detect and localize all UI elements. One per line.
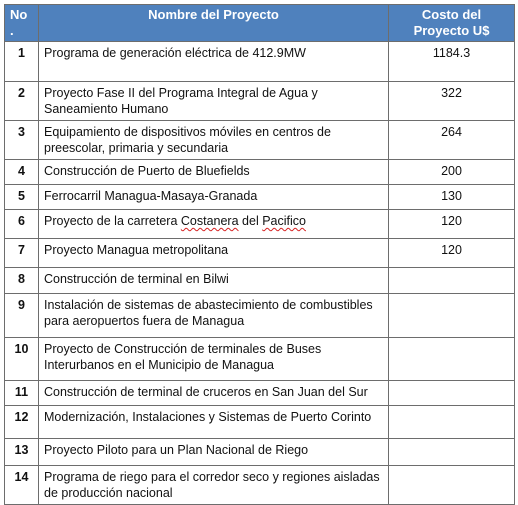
- table-row: [5, 42, 515, 82]
- project-cost: [389, 294, 515, 338]
- project-cost: [389, 338, 515, 381]
- project-name: Proyecto Fase II del Programa Integral de Agua y Saneamiento Humano: [39, 82, 389, 121]
- table-row: [5, 268, 515, 294]
- project-name: Programa de generación eléctrica de 412.9MW: [39, 42, 389, 82]
- table-row: [5, 239, 515, 268]
- spellcheck-flagged-word: Costanera: [180, 214, 239, 228]
- project-cost: [389, 406, 515, 439]
- row-number: 7: [5, 239, 39, 268]
- table-row: [5, 121, 515, 160]
- row-number: 2: [5, 82, 39, 121]
- table-row: [5, 82, 515, 121]
- project-cost: [389, 381, 515, 406]
- project-name: Proyecto Piloto para un Plan Nacional de Riego: [39, 439, 389, 466]
- project-cost: 264: [389, 121, 515, 160]
- row-number: 6: [5, 210, 39, 239]
- table-row: [5, 294, 515, 338]
- row-number: 5: [5, 185, 39, 210]
- row-number: 10: [5, 338, 39, 381]
- project-cost: [389, 439, 515, 466]
- project-name-part: Proyecto de la carretera: [44, 214, 181, 228]
- project-cost: 130: [389, 185, 515, 210]
- project-cost: 200: [389, 160, 515, 185]
- spellcheck-flagged-word: Pacifico: [262, 214, 306, 228]
- table-row: [5, 160, 515, 185]
- table-row: [5, 439, 515, 466]
- table-row: [5, 406, 515, 439]
- project-name: Instalación de sistemas de abastecimiento de combustibles para aeropuertos fuera de Managua: [39, 294, 389, 338]
- header-number: No .: [5, 5, 39, 42]
- project-cost: 1184.3: [389, 42, 515, 82]
- projects-table: [4, 4, 515, 505]
- table-row: [5, 338, 515, 381]
- project-name: Ferrocarril Managua-Masaya-Granada: [39, 185, 389, 210]
- project-name: Modernización, Instalaciones y Sistemas de Puerto Corinto: [39, 406, 389, 439]
- row-number: 3: [5, 121, 39, 160]
- project-name: Equipamiento de dispositivos móviles en centros de preescolar, primaria y secundaria: [39, 121, 389, 160]
- row-number: 9: [5, 294, 39, 338]
- project-name: Construcción de Puerto de Bluefields: [39, 160, 389, 185]
- project-cost: 322: [389, 82, 515, 121]
- header-project-name: Nombre del Proyecto: [39, 5, 389, 42]
- table-row: [5, 210, 515, 239]
- header-project-cost: Costo del Proyecto U$: [389, 5, 515, 42]
- project-cost: [389, 268, 515, 294]
- project-cost: 120: [389, 210, 515, 239]
- project-name: Proyecto de Construcción de terminales de Buses Interurbanos en el Municipio de Managua: [39, 338, 389, 381]
- header-row: [5, 5, 515, 42]
- project-name: Construcción de terminal de cruceros en San Juan del Sur: [39, 381, 389, 406]
- table-row: [5, 381, 515, 406]
- row-number: 12: [5, 406, 39, 439]
- row-number: 1: [5, 42, 39, 82]
- project-name: Proyecto Managua metropolitana: [39, 239, 389, 268]
- project-name: Programa de riego para el corredor seco y regiones aisladas de producción nacional: [39, 466, 389, 505]
- project-cost: 120: [389, 239, 515, 268]
- table-row: [5, 185, 515, 210]
- row-number: 4: [5, 160, 39, 185]
- project-name-part: del: [238, 214, 263, 228]
- row-number: 14: [5, 466, 39, 505]
- row-number: 8: [5, 268, 39, 294]
- row-number: 11: [5, 381, 39, 406]
- table-row: [5, 466, 515, 505]
- project-name: [39, 210, 389, 239]
- row-number: 13: [5, 439, 39, 466]
- project-cost: [389, 466, 515, 505]
- project-name: Construcción de terminal en Bilwi: [39, 268, 389, 294]
